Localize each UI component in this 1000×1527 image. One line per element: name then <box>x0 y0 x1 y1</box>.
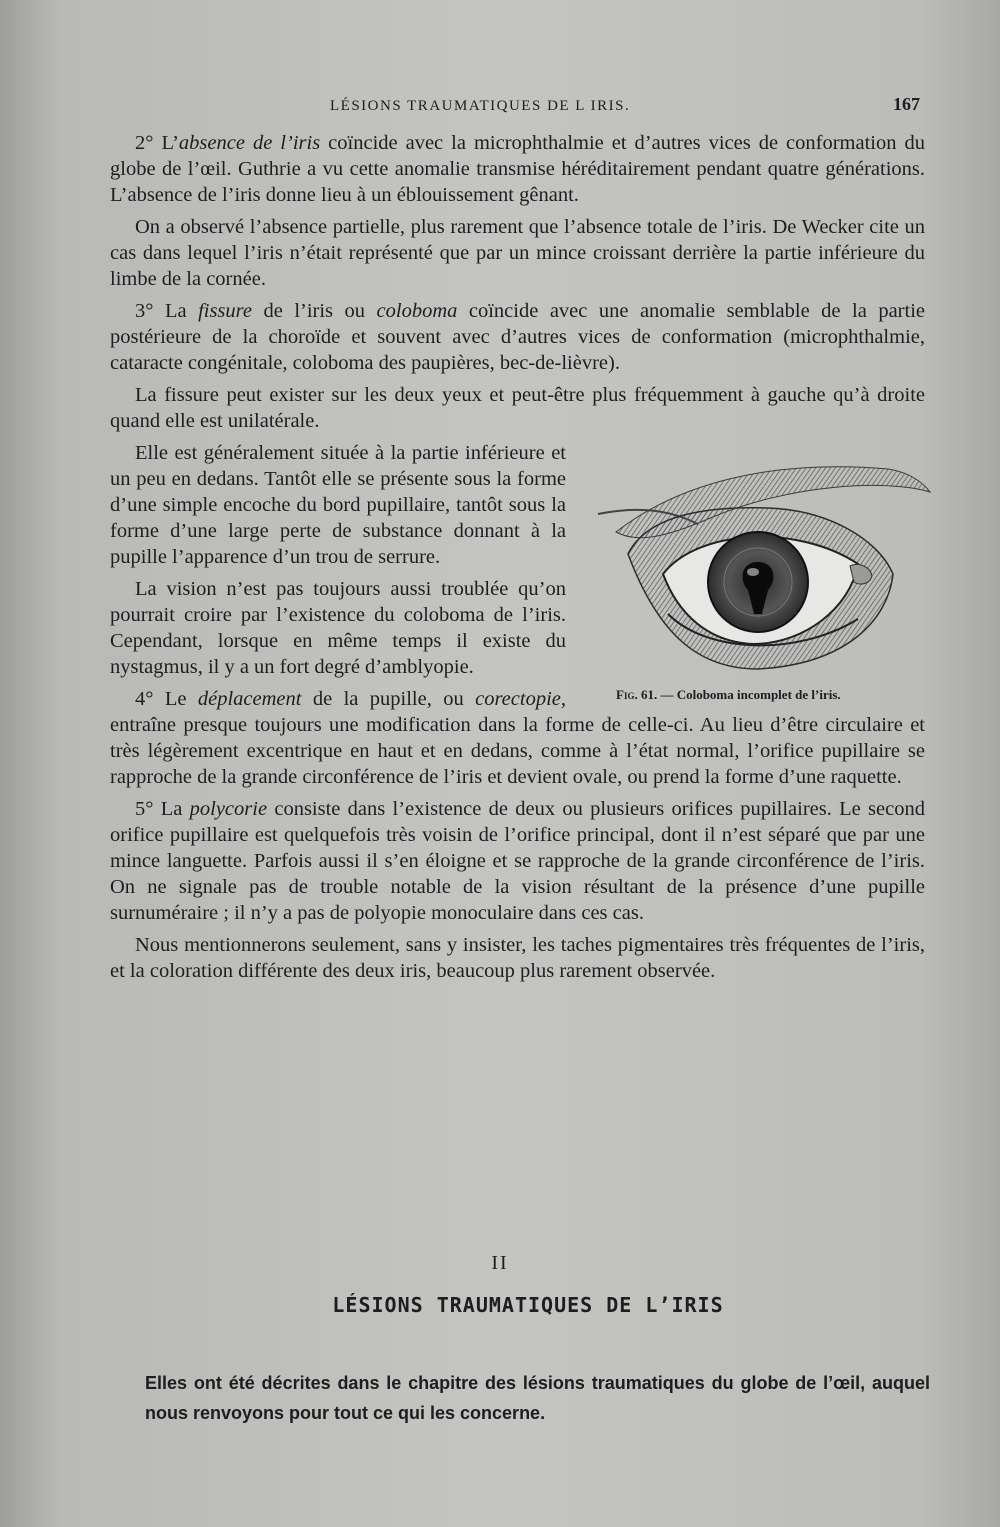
section-title: LÉSIONS TRAUMATIQUES DE L’IRIS <box>332 1293 724 1317</box>
section-number: II <box>491 1252 509 1274</box>
page-number: 167 <box>893 94 920 114</box>
figure-label: Fig. 61. <box>616 687 658 702</box>
paragraph-absence-iris: 2° L’absence de l’iris coïncide avec la microphthalmie et d’autres vices de conformation du globe de l’œil. Guthrie a vu cette anomalie transmise héréditairement pendant quatre générations. L’absence de l’iris donne lieu à un éblouissement gênant. <box>110 132 925 206</box>
eye-illustration <box>588 444 933 706</box>
body-text <box>110 130 925 990</box>
running-title: LÉSIONS TRAUMATIQUES DE L IRIS. <box>330 98 631 114</box>
closing-paragraph <box>145 1368 930 1428</box>
paragraph-vision: La vision n’est pas toujours aussi troublée qu’on pourrait croire par l’existence du coloboma de l’iris. Cependant, lorsque en même temps il existe du nystagmus, il y a un fort degré d’amblyopie. <box>110 578 566 678</box>
paragraph-fissure: 3° La fissure de l’iris ou coloboma coïncide avec une anomalie semblable de la partie postérieure de la choroïde et souvent avec d’autres vices de conformation (microphthalmie, cataracte congénitale, coloboma des paupières, bec-de-lièvre). <box>110 300 925 374</box>
paragraph-polycorie: 5° La polycorie consiste dans l’existence de deux ou plusieurs orifices pupillaires. Le second orifice pupillaire est quelquefois très voisin de l’orifice principal, dont il n’est séparé que par une mince languette. Parfois aussi il s’en éloigne et se rapproche de la grande circonférence de l’iris. On ne signale pas de trouble notable de la vision résultant de la présence d’une pupille surnuméraire ; il n’y a pas de polyopie monoculaire dans ces cas. <box>110 798 925 924</box>
paragraph-absence-partielle: On a observé l’absence partielle, plus rarement que l’absence totale de l’iris. De Wecker cite un cas dans lequel l’iris n’était représenté que par un mince croissant derrière la partie inférieure du limbe de la cornée. <box>110 216 925 290</box>
paragraph-situation: Elle est généralement située à la partie inférieure et un peu en dedans. Tantôt elle se présente sous la forme d’une simple encoche du bord pupillaire, tantôt sous la forme d’une large perte de substance donnant à la pupille l’apparence d’un trou de serrure. <box>110 442 566 568</box>
paragraph-fissure-bilaterale: La fissure peut exister sur les deux yeux et peut-être plus fréquemment à gauche qu’à droite quand elle est unilatérale. <box>110 384 925 432</box>
figure-coloboma <box>588 444 933 706</box>
figure-caption-text: — Coloboma incomplet de l’iris. <box>657 687 841 702</box>
running-head <box>110 94 920 122</box>
figure-caption <box>616 682 936 708</box>
closing-text: Elles ont été décrites dans le chapitre des lésions traumatiques du globe de l’œil, auquel nous renvoyons pour tout ce qui les concerne. <box>145 1373 930 1423</box>
paragraph-taches: Nous mentionnerons seulement, sans y insister, les taches pigmentaires très fréquentes de l’iris, et la coloration différente des deux iris, beaucoup plus rarement observée. <box>110 934 925 982</box>
paragraph-corectopie: 4° Le déplacement de la pupille, ou corectopie, entraîne presque toujours une modification dans la forme de celle-ci. Au lieu d’être circulaire et très légèrement excentrique en haut et en dedans, comme à l’état normal, l’orifice pupillaire se rapproche de la grande circonférence de l’iris et devient ovale, ou prend la forme d’une raquette. <box>110 688 925 788</box>
